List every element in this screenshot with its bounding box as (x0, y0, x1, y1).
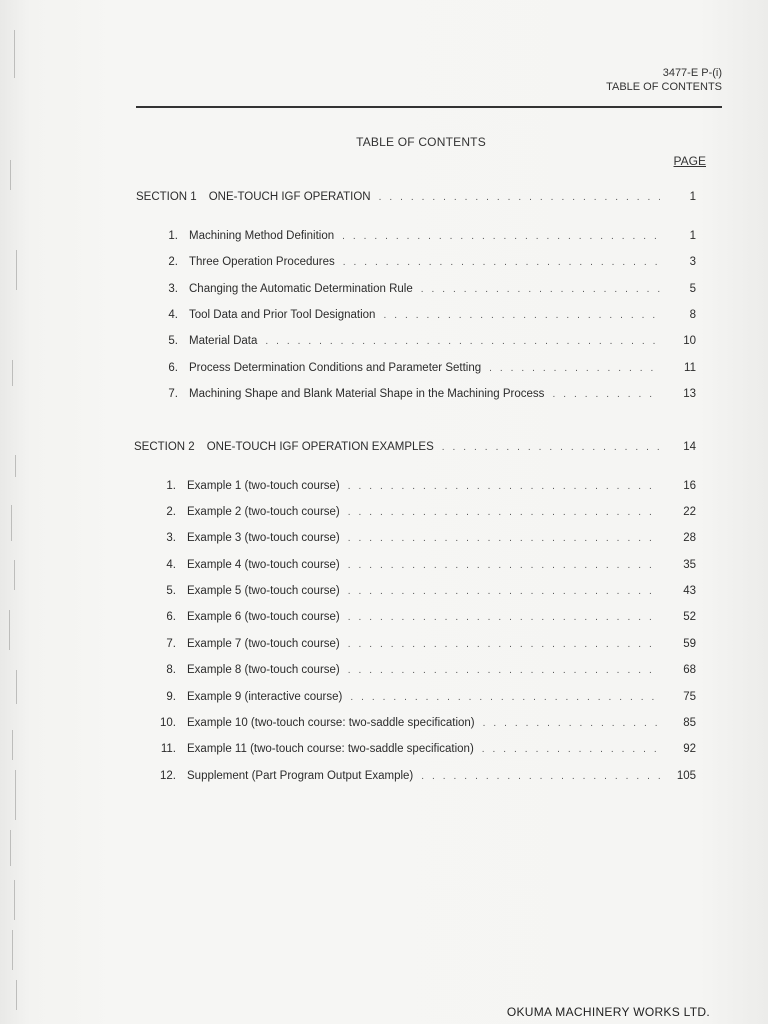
item-number: 2. (168, 256, 178, 268)
item-page: 8 (689, 309, 696, 321)
item-page: 13 (683, 388, 696, 400)
item-number: 12. (160, 770, 176, 782)
dot-leader (379, 192, 660, 203)
dot-leader (265, 336, 660, 347)
header-rule (136, 106, 722, 108)
item-page: 5 (689, 283, 696, 295)
item-page: 3 (689, 256, 696, 268)
dot-leader (348, 507, 660, 518)
item-title: Three Operation Procedures (189, 256, 335, 268)
item-title: Changing the Automatic Determination Rule (189, 283, 413, 295)
item-title: Example 3 (two-touch course) (187, 532, 340, 544)
item-page: 10 (683, 335, 696, 347)
toc-item[interactable] (134, 585, 696, 597)
item-page: 85 (683, 717, 696, 729)
toc-title: TABLE OF CONTENTS (356, 135, 486, 149)
item-number: 5. (166, 585, 176, 597)
item-title: Example 5 (two-touch course) (187, 585, 340, 597)
item-title: Tool Data and Prior Tool Designation (189, 309, 376, 321)
item-title: Example 6 (two-touch course) (187, 611, 340, 623)
dot-leader (348, 612, 660, 623)
item-title: Example 11 (two-touch course: two-saddle specification) (187, 743, 474, 755)
item-number: 8. (166, 664, 176, 676)
item-title: Example 9 (interactive course) (187, 691, 343, 703)
item-number: 1. (166, 480, 176, 492)
item-page: 59 (683, 638, 696, 650)
item-title: Process Determination Conditions and Parameter Setting (189, 362, 482, 374)
item-title: Example 1 (two-touch course) (187, 480, 340, 492)
item-page: 1 (689, 230, 696, 242)
toc-item[interactable] (134, 717, 696, 729)
dot-leader (489, 363, 660, 374)
dot-leader (343, 257, 660, 268)
dot-leader (348, 665, 660, 676)
dot-leader (552, 389, 660, 400)
dot-leader (348, 586, 660, 597)
dot-leader (350, 692, 660, 703)
item-number: 4. (168, 309, 178, 321)
item-page: 16 (683, 480, 696, 492)
item-page: 92 (683, 743, 696, 755)
item-title: Example 2 (two-touch course) (187, 506, 340, 518)
item-number: 11. (160, 743, 176, 755)
toc-item[interactable] (136, 230, 696, 242)
binding-marks (4, 30, 26, 1010)
item-page: 11 (684, 362, 696, 374)
item-page: 28 (683, 532, 696, 544)
item-number: 7. (168, 388, 178, 400)
toc-section-1[interactable] (136, 191, 696, 203)
item-page: 105 (676, 770, 696, 782)
dot-leader (421, 771, 660, 782)
item-page: 52 (683, 611, 696, 623)
dot-leader (482, 744, 660, 755)
section-label: SECTION 2 (134, 441, 195, 453)
item-title: Material Data (189, 335, 258, 347)
toc-item[interactable] (136, 335, 696, 347)
toc-item[interactable] (136, 362, 696, 374)
item-number: 6. (168, 362, 178, 374)
toc-item[interactable] (134, 638, 696, 650)
publisher-footer: OKUMA MACHINERY WORKS LTD. (506, 1005, 710, 1019)
item-number: 6. (166, 611, 176, 623)
section-label: SECTION 1 (136, 191, 197, 203)
toc-section-2[interactable] (134, 441, 696, 453)
toc-item[interactable] (134, 611, 696, 623)
item-number: 2. (166, 506, 176, 518)
item-number: 7. (166, 638, 176, 650)
section-title: ONE-TOUCH IGF OPERATION (208, 191, 371, 203)
item-title: Example 8 (two-touch course) (187, 664, 340, 676)
item-number: 3. (166, 532, 176, 544)
item-page: 75 (683, 691, 696, 703)
toc-item[interactable] (136, 283, 696, 295)
item-number: 4. (166, 559, 176, 571)
item-number: 3. (168, 283, 178, 295)
dot-leader (342, 231, 660, 242)
item-number: 10. (160, 717, 176, 729)
toc-item[interactable] (134, 743, 696, 755)
item-title: Machining Method Definition (189, 230, 335, 242)
dot-leader (383, 310, 660, 321)
item-title: Example 10 (two-touch course: two-saddle specification) (187, 717, 475, 729)
item-number: 1. (168, 230, 178, 242)
section-page: 14 (683, 441, 696, 453)
item-page: 68 (683, 664, 696, 676)
item-page: 43 (683, 585, 696, 597)
dot-leader (483, 718, 660, 729)
item-page: 22 (683, 506, 696, 518)
dot-leader (348, 533, 660, 544)
toc-item[interactable] (134, 691, 696, 703)
toc-item[interactable] (134, 664, 696, 676)
dot-leader (442, 442, 660, 453)
toc-item[interactable] (136, 256, 696, 268)
item-number: 9. (166, 691, 176, 703)
item-title: Supplement (Part Program Output Example) (187, 770, 414, 782)
dot-leader (348, 639, 660, 650)
toc-item[interactable] (136, 309, 696, 321)
page-header (606, 66, 722, 94)
toc-item[interactable] (134, 559, 696, 571)
item-title: Example 4 (two-touch course) (187, 559, 340, 571)
section-title: ONE-TOUCH IGF OPERATION EXAMPLES (206, 441, 434, 453)
dot-leader (348, 481, 660, 492)
dot-leader (421, 284, 660, 295)
doc-code: 3477-E P-(i) (662, 67, 722, 79)
item-number: 5. (168, 335, 178, 347)
section-page: 1 (689, 191, 696, 203)
item-title: Machining Shape and Blank Material Shape in the Machining Process (189, 388, 545, 400)
dot-leader (348, 560, 660, 571)
toc-item[interactable] (136, 388, 696, 400)
item-page: 35 (683, 559, 696, 571)
toc-item[interactable] (134, 506, 696, 518)
doc-section-name: TABLE OF CONTENTS (606, 81, 722, 93)
toc-item[interactable] (134, 480, 696, 492)
item-title: Example 7 (two-touch course) (187, 638, 340, 650)
toc-item[interactable] (134, 532, 696, 544)
toc-item[interactable] (134, 770, 696, 782)
page-column-label: PAGE (673, 154, 706, 168)
